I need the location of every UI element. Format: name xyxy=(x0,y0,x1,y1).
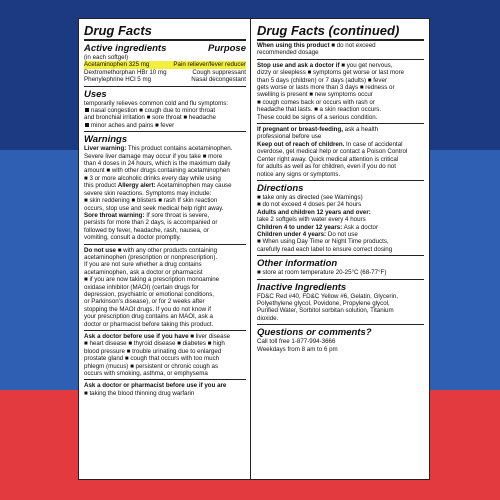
liver-warning-line: ■ 3 or more alcoholic drinks every day while using xyxy=(84,174,221,182)
do-not-use-line: oxidase inhibitor (MAOI) (certain drugs for xyxy=(84,283,199,291)
divider xyxy=(257,279,424,280)
sore-throat-warning-line: followed by fever, headache, rash, nausea, or xyxy=(84,226,209,234)
drug-facts-panel xyxy=(78,18,430,480)
ingredient-purpose: Cough suppressant xyxy=(192,68,246,76)
daytime-nighttime-line: ■ When using Day Time or Night Time products, xyxy=(257,238,389,246)
ask-doctor-line: occurs with smoking, asthma, or emphysema xyxy=(84,370,208,378)
ingredient-row-dextromethorphan xyxy=(84,69,246,76)
divider xyxy=(257,324,424,325)
divider xyxy=(84,39,246,41)
pregnancy-line: professional before use xyxy=(257,133,322,141)
inactive-ingredients-line: Polyethylene glycol, Povidone, Propylene glycol, xyxy=(257,299,390,307)
ask-pharmacist-line: ■ taking the blood thinning drug warfarin xyxy=(84,389,195,397)
keep-out-line: for adults as well as for children, even if you do not xyxy=(257,163,396,171)
children-under-4-line: Children under 4 years: Do not use xyxy=(257,230,358,238)
stop-use-line: than 5 days (children) or 7 days (adults) ■ fever xyxy=(257,76,387,84)
divider xyxy=(257,123,424,124)
adults-label: Adults and children 12 years and over: xyxy=(257,208,371,216)
drug-facts-title: Drug Facts xyxy=(84,23,152,38)
divider xyxy=(84,86,246,87)
uses-line: temporarily relieves common cold and flu symptoms: xyxy=(84,99,229,107)
ingredient-name: Acetaminophen 325 mg xyxy=(84,61,150,69)
divider xyxy=(84,330,246,331)
inactive-ingredients-line: Purified Water, Sorbitol sorbitan solution, Titanium xyxy=(257,307,394,315)
bullet-square-icon xyxy=(85,108,89,112)
liver-warning-line: amount ■ with other drugs containing acetaminophen xyxy=(84,167,230,175)
ask-doctor-line: prostate gland ■ cough that occurs with too much xyxy=(84,355,220,363)
ask-doctor-line: blood pressure ■ trouble urinating due to enlarged xyxy=(84,347,222,355)
divider xyxy=(84,379,246,380)
other-information-line: ■ store at room temperature 20-25°C (68-77°F) xyxy=(257,269,387,277)
liver-warning-line: than 4 doses in 24 hours, which is the maximum daily xyxy=(84,160,231,168)
do-not-use-line: or Parkinson’s disease), or for 2 weeks after xyxy=(84,298,205,306)
ingredient-row-acetaminophen xyxy=(84,61,246,68)
do-not-use-line: If you are not sure whether a drug contains xyxy=(84,261,202,269)
drug-facts-continued-title: Drug Facts (continued) xyxy=(257,23,400,38)
allergy-alert-line: ■ skin reddening ■ blisters ■ rash If skin reaction xyxy=(84,197,218,205)
allergy-alert-line: occurs, stop use and seek medical help right away. xyxy=(84,204,224,212)
do-not-use-line: stopping the MAOI drugs. If you do not know if xyxy=(84,305,211,313)
keep-out-line: notice any signs or symptoms. xyxy=(257,170,341,178)
stop-use-line: These could be signs of a serious condition. xyxy=(257,113,378,121)
keep-out-line: Center right away. Quick medical attention is critical xyxy=(257,155,399,163)
divider xyxy=(257,180,424,181)
do-not-use-line: acetaminophen (prescription or nonprescription). xyxy=(84,253,218,261)
do-not-use-line: Do not use ■ with any other products containing xyxy=(84,246,218,254)
warnings-heading: Warnings xyxy=(84,134,128,146)
do-not-use-line: depression, psychiatric or emotional conditions, xyxy=(84,290,215,298)
purpose-heading: Purpose xyxy=(207,43,246,54)
adults-line: take 2 softgels with water every 4 hours xyxy=(257,216,366,224)
directions-line: ■ take only as directed (see Warnings) xyxy=(257,193,363,201)
keep-out-line: overdose, get medical help or contact a Poison Control xyxy=(257,148,408,156)
questions-heading: Questions or comments? xyxy=(257,327,372,339)
divider xyxy=(257,39,424,41)
sore-throat-warning-line: persists for more than 2 days, is accompanied or xyxy=(84,219,218,227)
other-information-heading: Other information xyxy=(257,258,338,270)
phone-line: Call toll free 1-877-994-3666 xyxy=(257,338,336,346)
sore-throat-warning-line: vomiting, consult a doctor promptly. xyxy=(84,234,181,242)
inactive-ingredients-line: FD&C Red #40, FD&C Yellow #6, Gelatin, Glycerin, xyxy=(257,292,398,300)
divider xyxy=(84,131,246,132)
ask-pharmacist-label: Ask a doctor or pharmacist before use if you are xyxy=(84,382,227,390)
ingredient-name: Phenylephrine HCl 5 mg xyxy=(84,76,152,84)
children-4-12-line: Children 4 to under 12 years: Ask a doctor xyxy=(257,223,379,231)
stop-use-line: ■ cough comes back or occurs with rash or xyxy=(257,98,375,106)
allergy-alert-line: this product Allergy alert: Acetaminophen may cause xyxy=(84,182,232,190)
do-not-use-line: acetaminophen, ask a doctor or pharmacist xyxy=(84,268,203,276)
liver-warning-line: Liver warning: This product contains acetaminophen. xyxy=(84,145,233,153)
ask-doctor-line: phlegm (mucus) ■ persistent or chronic cough as xyxy=(84,362,219,370)
pregnancy-line: If pregnant or breast-feeding, ask a health xyxy=(257,126,379,134)
stop-use-line: dizzy or sleepless ■ symptoms get worse or last more xyxy=(257,69,405,77)
inactive-ingredients-line: dioxide. xyxy=(257,314,279,322)
divider xyxy=(84,244,246,245)
directions-heading: Directions xyxy=(257,182,304,194)
active-ingredients-heading: Active ingredients xyxy=(84,43,167,54)
stop-use-line: Stop use and ask a doctor if ■ you get nervous, xyxy=(257,61,393,69)
ingredient-row-phenylephrine xyxy=(84,76,246,83)
daytime-nighttime-line: carefully read each label to ensure correct dosing xyxy=(257,245,393,253)
stop-use-line: gets worse or lasts more than 3 days ■ redness or xyxy=(257,84,395,92)
active-ingredients-header xyxy=(84,42,246,54)
drug-facts-left-column xyxy=(79,19,251,479)
sore-throat-warning-line: Sore throat warning: If sore throat is severe, xyxy=(84,211,210,219)
hours-line: Weekdays from 8 am to 6 pm xyxy=(257,345,338,353)
ingredient-name: Dextromethorphan HBr 10 mg xyxy=(84,68,167,76)
ask-doctor-line: ■ heart disease ■ thyroid disease ■ diabetes ■ high xyxy=(84,340,225,348)
inactive-ingredients-heading: Inactive Ingredients xyxy=(257,281,347,293)
when-using-line: recommended dosage xyxy=(257,49,319,57)
active-ingredients-sub: (in each softgel) xyxy=(84,54,129,61)
bullet-square-icon xyxy=(85,123,89,127)
liver-warning-line: Severe liver damage may occur if you take ■ more xyxy=(84,152,223,160)
uses-line: nasal congestion ■ cough due to minor throat xyxy=(84,107,246,114)
do-not-use-line: doctor or pharmacist before taking this product. xyxy=(84,320,214,328)
uses-line: minor aches and pains ■ fever xyxy=(84,122,246,129)
stop-use-line: headache that lasts. ■ a skin reaction occurs. xyxy=(257,106,382,114)
stop-use-line: swelling is present ■ new symptoms occur xyxy=(257,91,373,99)
keep-out-line: Keep out of reach of children. In case of accidental xyxy=(257,140,403,148)
ingredient-purpose: Pain reliever/fever reducer xyxy=(173,61,246,69)
uses-line: and bronchial irritation ■ sore throat ■ headache xyxy=(84,114,216,122)
drug-facts-right-column xyxy=(252,19,428,479)
when-using-line: When using this product ■ do not exceed xyxy=(257,42,376,49)
do-not-use-line: ■ if you are now taking a prescription monoamine xyxy=(84,276,220,284)
divider xyxy=(257,59,424,60)
do-not-use-line: your prescription drug contains an MAOI, ask a xyxy=(84,313,213,321)
directions-line: ■ do not exceed 4 doses per 24 hours xyxy=(257,201,362,209)
ingredient-purpose: Nasal decongestant xyxy=(191,76,246,84)
uses-heading: Uses xyxy=(84,88,107,100)
ask-doctor-line: Ask a doctor before use if you have ■ liver disease xyxy=(84,333,231,340)
allergy-alert-line: severe skin reactions. Symptoms may include: xyxy=(84,189,212,197)
divider xyxy=(257,255,424,256)
